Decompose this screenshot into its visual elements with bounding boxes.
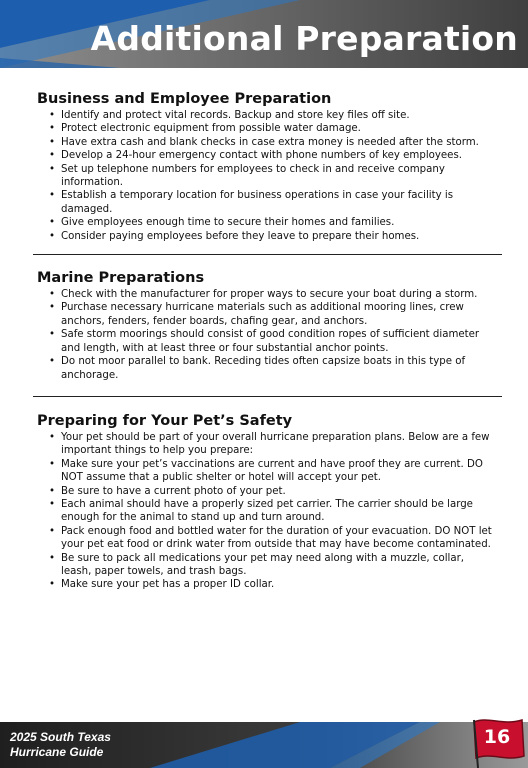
- list-item: • Your pet should be part of your overall hurricane preparation plans. Below are a few important things to help you prepare:: [37, 431, 494, 458]
- section-pets: [0, 397, 528, 592]
- section-business: [0, 90, 528, 243]
- list-item: • Consider paying employees before they leave to prepare their homes.: [37, 230, 494, 243]
- list-item: • Purchase necessary hurricane materials such as additional mooring lines, crew anchors, fenders, fender boards, chafing gear, and anchors.: [37, 301, 494, 328]
- content-area: [0, 84, 528, 592]
- list-item: • Establish a temporary location for business operations in case your facility is damaged.: [37, 189, 494, 216]
- page-title: Additional Preparation: [90, 19, 518, 58]
- list-item: • Have extra cash and blank checks in case extra money is needed after the storm.: [37, 136, 494, 149]
- list-item: • Identify and protect vital records. Backup and store key files off site.: [37, 109, 494, 122]
- section-title: Preparing for Your Pet’s Safety: [37, 412, 293, 429]
- section-title: Business and Employee Preparation: [37, 91, 332, 107]
- bullet-list: [37, 109, 494, 243]
- footer-line-2: Hurricane Guide: [10, 745, 104, 759]
- list-item: • Do not moor parallel to bank. Receding tides often capsize boats in this type of anchorage.: [37, 355, 494, 382]
- footer-guide-title: [10, 730, 111, 760]
- list-item: • Be sure to have a current photo of your pet.: [37, 485, 494, 498]
- list-item: • Give employees enough time to secure their homes and families.: [37, 216, 494, 229]
- list-item: • Be sure to pack all medications your pet may need along with a muzzle, collar, leash, paper towels, and trash bags.: [37, 552, 494, 579]
- bullet-list: [37, 431, 494, 592]
- list-item: • Check with the manufacturer for proper ways to secure your boat during a storm.: [37, 288, 494, 301]
- page-number: 16: [483, 726, 511, 748]
- list-item: • Pack enough food and bottled water for the duration of your evacuation. DO NOT let your pet eat food or drink water from outside that may have become contaminated.: [37, 525, 494, 552]
- footer-line-1: 2025 South Texas: [10, 730, 111, 744]
- section-title: Marine Preparations: [37, 270, 205, 287]
- list-item: • Protect electronic equipment from possible water damage.: [37, 122, 494, 135]
- footer-banner: [0, 722, 528, 768]
- header-banner: [0, 0, 528, 68]
- section-marine: [0, 255, 528, 382]
- list-item: • Make sure your pet’s vaccinations are current and have proof they are current. DO NOT assume that a public shelter or hotel will accept your pet.: [37, 458, 494, 485]
- list-item: • Safe storm moorings should consist of good condition ropes of sufficient diameter and length, with at least three or four substantial anchor points.: [37, 328, 494, 355]
- list-item: • Make sure your pet has a proper ID collar.: [37, 578, 494, 591]
- bullet-list: [37, 288, 494, 382]
- list-item: • Set up telephone numbers for employees to check in and receive company information.: [37, 163, 494, 190]
- list-item: • Develop a 24-hour emergency contact with phone numbers of key employees.: [37, 149, 494, 162]
- list-item: • Each animal should have a properly sized pet carrier. The carrier should be large enough for the animal to stand up and turn around.: [37, 498, 494, 525]
